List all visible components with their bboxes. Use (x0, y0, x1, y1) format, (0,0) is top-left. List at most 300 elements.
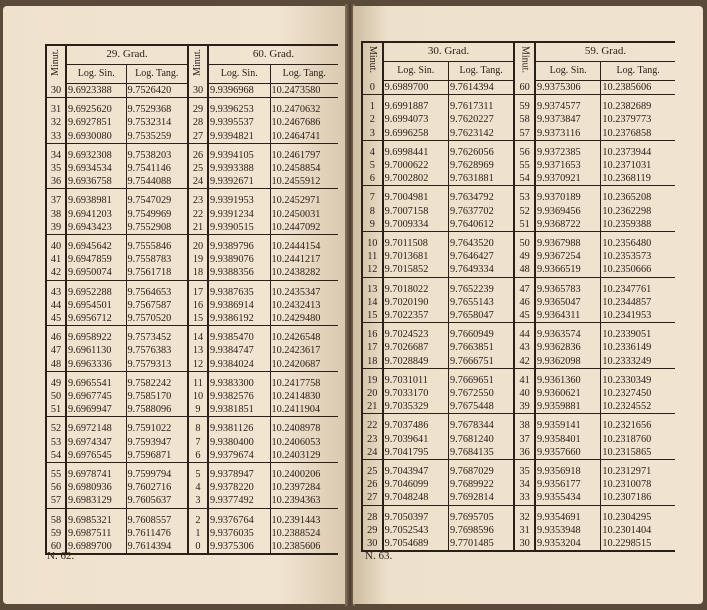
log-sin-cell: 9.6947859 (66, 253, 126, 266)
minute-cell: 21 (188, 221, 208, 235)
log-tang-cell: 9.7643520 (448, 237, 514, 250)
table-row (362, 491, 675, 505)
log-sin-cell: 9.6978741 (66, 468, 126, 481)
log-tang-cell: 10.2426548 (271, 332, 321, 344)
log-tang-cell: 9.7593947 (126, 436, 188, 449)
minute-cell: 12 (188, 358, 208, 372)
log-tang-cell: 10.2411904 (270, 403, 338, 417)
minute-cell: 27 (188, 130, 208, 144)
log-sin-cell: 9.6987511 (66, 527, 126, 540)
log-sin-cell: 9.9370921 (535, 172, 601, 186)
table-row (46, 403, 338, 417)
minute-cell: 22 (362, 419, 383, 432)
log-sin-cell: 9.9386914 (208, 299, 270, 312)
log-tang-cell: 9.7626056 (448, 146, 514, 159)
minute-cell: 8 (362, 205, 383, 218)
minute-cell: 50 (46, 390, 66, 403)
table-row (362, 387, 675, 400)
minute-cell: 28 (188, 116, 208, 129)
minute-cell: 47 (514, 283, 535, 296)
log-tang-cell: 9.7617311 (448, 100, 514, 113)
log-sin-cell: 9.9396253 (208, 103, 270, 116)
table-row (46, 468, 338, 481)
log-sin-cell: 9.9382576 (208, 390, 270, 403)
table-row (362, 511, 675, 524)
log-tang-cell: 10.2467686 (271, 117, 321, 129)
log-tang-cell: 10.2321656 (602, 420, 652, 432)
log-sin-cell: 9.7007158 (383, 205, 449, 218)
log-tang-cell: 9.7564653 (126, 286, 188, 299)
minute-cell: 41 (46, 253, 66, 266)
log-tang-cell: 10.2341953 (601, 309, 675, 323)
log-tang-cell: 9.7582242 (126, 377, 188, 390)
table-row (46, 194, 338, 207)
degree-heading: 30. Grad. (383, 42, 515, 62)
minute-cell: 14 (188, 331, 208, 344)
log-tang-cell: 10.2400206 (271, 469, 321, 481)
log-tang-cell: 10.2394363 (270, 494, 338, 508)
minute-cell: 18 (188, 266, 208, 280)
log-sin-cell: 9.9390515 (208, 221, 270, 235)
minute-cell: 39 (514, 400, 535, 414)
minute-cell: 19 (362, 374, 383, 387)
log-tang-header: Log. Tang. (448, 62, 514, 81)
minute-cell: 53 (514, 191, 535, 204)
table-row (362, 113, 675, 126)
log-tang-cell: 10.2382689 (602, 101, 652, 113)
minute-cell: 44 (46, 299, 66, 312)
table-row (46, 436, 338, 449)
table-header-row (362, 42, 675, 62)
minute-cell: 9 (188, 403, 208, 417)
log-tang-cell: 9.7684135 (448, 446, 514, 460)
minute-column-header: Minut. (46, 45, 66, 84)
minute-cell: 16 (188, 299, 208, 312)
minute-cell: 4 (188, 481, 208, 494)
minute-cell: 23 (362, 433, 383, 446)
log-sin-cell: 9.7037486 (383, 419, 449, 432)
minute-cell: 52 (514, 205, 535, 218)
log-tang-cell: 9.7614394 (448, 81, 514, 95)
degree-heading: 29. Grad. (66, 45, 188, 65)
table-row (46, 331, 338, 344)
log-sin-cell: 9.7028849 (383, 355, 449, 369)
minute-cell: 27 (362, 491, 383, 505)
log-sin-cell: 9.6974347 (66, 436, 126, 449)
log-tang-cell: 10.2376858 (601, 127, 675, 141)
minute-cell: 59 (514, 100, 535, 113)
log-tang-cell: 9.7660949 (448, 328, 514, 341)
log-sin-cell: 9.6972148 (66, 422, 126, 435)
log-sin-cell: 9.9353204 (535, 537, 601, 551)
log-sin-header: Log. Sin. (383, 62, 449, 81)
log-sin-cell: 9.6980936 (66, 481, 126, 494)
log-sin-cell: 9.6976545 (66, 449, 126, 463)
minute-cell: 24 (188, 175, 208, 189)
log-tang-cell: 10.2307186 (601, 491, 675, 505)
log-sin-cell: 9.9362836 (535, 341, 601, 354)
minute-cell: 39 (46, 221, 66, 235)
log-sin-cell: 9.9393388 (208, 162, 270, 175)
log-sin-cell: 9.6989700 (383, 81, 449, 95)
minute-cell: 13 (188, 344, 208, 357)
log-sin-cell: 9.9363574 (535, 328, 601, 341)
table-row (362, 433, 675, 446)
table-row (46, 103, 338, 116)
minute-cell: 20 (188, 240, 208, 253)
minute-cell: 13 (362, 283, 383, 296)
minute-cell: 22 (188, 208, 208, 221)
log-sin-cell: 9.9361360 (535, 374, 601, 387)
table-row (362, 446, 675, 460)
log-sin-cell: 9.9362098 (535, 355, 601, 369)
log-tang-cell: 10.2420687 (270, 358, 338, 372)
log-sin-cell: 9.6961130 (66, 344, 126, 357)
log-sin-cell: 9.9391953 (208, 194, 270, 207)
table-row (362, 296, 675, 309)
log-sin-cell: 9.6934534 (66, 162, 126, 175)
log-tang-cell: 10.2350666 (601, 263, 675, 277)
log-sin-cell: 9.9394105 (208, 149, 270, 162)
table-row (362, 524, 675, 537)
log-sin-cell: 9.9377492 (208, 494, 270, 508)
table-row (46, 149, 338, 162)
log-tang-cell: 9.7646427 (448, 250, 514, 263)
log-sin-cell: 9.7000622 (383, 159, 449, 172)
minute-column-header: Minut. (362, 42, 383, 81)
minute-cell: 12 (362, 263, 383, 277)
log-tang-cell: 10.2432413 (271, 299, 321, 311)
degree-heading: 60. Grad. (208, 45, 338, 65)
log-tang-cell: 10.2423617 (271, 345, 321, 357)
log-sin-cell: 9.9375306 (535, 81, 601, 95)
minute-cell: 46 (514, 296, 535, 309)
minute-cell: 1 (362, 100, 383, 113)
log-sin-cell: 9.9381851 (208, 403, 270, 417)
minute-cell: 56 (514, 146, 535, 159)
minute-cell: 28 (362, 511, 383, 524)
log-tang-cell: 10.2438282 (270, 266, 338, 280)
log-sin-cell: 9.9387635 (208, 286, 270, 299)
minute-cell: 6 (188, 449, 208, 463)
log-sin-cell: 9.9365047 (535, 296, 601, 309)
log-tang-cell: 9.7547029 (126, 194, 188, 207)
log-sin-cell: 9.9389076 (208, 253, 270, 266)
table-row (362, 400, 675, 414)
log-sin-header: Log. Sin. (535, 62, 601, 81)
log-sin-cell: 9.6958922 (66, 331, 126, 344)
log-tang-cell: 9.7526420 (126, 84, 188, 98)
log-sin-cell: 9.7018022 (383, 283, 449, 296)
log-sin-cell: 9.7035329 (383, 400, 449, 414)
log-table-left (45, 44, 338, 555)
log-sin-cell: 9.7009334 (383, 218, 449, 232)
log-sin-cell: 9.9369456 (535, 205, 601, 218)
log-tang-cell: 10.2327450 (602, 388, 652, 400)
table-row (362, 374, 675, 387)
log-tang-cell: 10.2406053 (271, 436, 321, 448)
log-sin-cell: 9.9386192 (208, 312, 270, 326)
log-tang-cell: 9.7637702 (448, 205, 514, 218)
minute-cell: 33 (46, 130, 66, 144)
log-sin-cell: 9.6963336 (66, 358, 126, 372)
log-sin-cell: 9.9372385 (535, 146, 601, 159)
minute-cell: 43 (514, 341, 535, 354)
table-row (362, 328, 675, 341)
log-sin-cell: 9.9385470 (208, 331, 270, 344)
minute-cell: 45 (46, 312, 66, 326)
log-sin-cell: 9.9356918 (535, 465, 601, 478)
log-tang-cell: 10.2385606 (601, 81, 675, 95)
table-row (46, 312, 338, 326)
minute-cell: 53 (46, 436, 66, 449)
log-sin-cell: 9.7011508 (383, 237, 449, 250)
log-sin-cell: 9.6996258 (383, 127, 449, 141)
minute-cell: 30 (514, 537, 535, 551)
log-tang-cell: 10.2365208 (602, 192, 652, 204)
minute-cell: 43 (46, 286, 66, 299)
log-sin-cell: 9.9373116 (535, 127, 601, 141)
log-tang-cell: 10.2464741 (270, 130, 338, 144)
log-sin-cell: 9.6936758 (66, 175, 126, 189)
log-tang-cell: 10.2461797 (271, 149, 321, 161)
log-tang-cell: 9.7666751 (448, 355, 514, 369)
minute-cell: 0 (188, 540, 208, 554)
log-sin-cell: 9.9358401 (535, 433, 601, 446)
table-row (46, 449, 338, 463)
minute-cell: 5 (188, 468, 208, 481)
log-tang-cell: 9.7576383 (126, 344, 188, 357)
table-row (46, 84, 338, 98)
table-row (46, 299, 338, 312)
log-sin-cell: 9.9394821 (208, 130, 270, 144)
log-tang-cell: 9.7695705 (448, 511, 514, 524)
log-sin-cell: 9.9367988 (535, 237, 601, 250)
log-sin-cell: 9.7050397 (383, 511, 449, 524)
table-row (362, 159, 675, 172)
log-sin-cell: 9.7026687 (383, 341, 449, 354)
log-tang-cell: 9.7620227 (448, 113, 514, 126)
log-sin-cell: 9.7020190 (383, 296, 449, 309)
minute-cell: 51 (514, 218, 535, 232)
log-sin-cell: 9.9383300 (208, 377, 270, 390)
log-sin-cell: 9.9379674 (208, 449, 270, 463)
log-sin-cell: 9.6954501 (66, 299, 126, 312)
table-row (46, 514, 338, 527)
table-row (362, 237, 675, 250)
log-tang-cell: 10.2429480 (270, 312, 338, 326)
log-tang-cell: 10.2356480 (602, 238, 652, 250)
log-sin-cell: 9.6932308 (66, 149, 126, 162)
minute-cell: 26 (362, 478, 383, 491)
log-tang-cell: 9.7588096 (126, 403, 188, 417)
minute-cell: 23 (188, 194, 208, 207)
left-page (3, 6, 347, 604)
log-sin-cell: 9.9355434 (535, 491, 601, 505)
minute-cell: 3 (362, 127, 383, 141)
minute-cell: 42 (514, 355, 535, 369)
log-tang-cell: 9.7599794 (126, 468, 188, 481)
log-sin-cell: 9.6969947 (66, 403, 126, 417)
log-sin-cell: 9.6985321 (66, 514, 126, 527)
log-sin-cell: 9.9392671 (208, 175, 270, 189)
minute-cell: 56 (46, 481, 66, 494)
table-row (362, 537, 675, 551)
minute-cell: 3 (188, 494, 208, 508)
table-row (46, 208, 338, 221)
minute-cell: 29 (362, 524, 383, 537)
log-sin-cell: 9.9364311 (535, 309, 601, 323)
table-row (46, 344, 338, 357)
log-tang-cell: 9.7634792 (448, 191, 514, 204)
log-tang-cell: 9.7669651 (448, 374, 514, 387)
minute-cell: 25 (362, 465, 383, 478)
table-header-row (46, 45, 338, 65)
log-tang-cell: 9.7561718 (126, 266, 188, 280)
log-tang-cell: 9.7698596 (448, 524, 514, 537)
log-sin-cell: 9.6998441 (383, 146, 449, 159)
log-tang-cell: 9.7555846 (126, 240, 188, 253)
log-tang-cell: 10.2473580 (270, 84, 338, 98)
log-sin-cell: 9.6930080 (66, 130, 126, 144)
minute-cell: 58 (46, 514, 66, 527)
minute-cell: 40 (46, 240, 66, 253)
table-row (362, 250, 675, 263)
minute-cell: 40 (514, 387, 535, 400)
log-sin-cell: 9.9396968 (208, 84, 270, 98)
minute-column-header: Minut. (514, 42, 535, 81)
log-tang-cell: 9.7570520 (126, 312, 188, 326)
log-sin-cell: 9.9384024 (208, 358, 270, 372)
log-sin-cell: 9.9353948 (535, 524, 601, 537)
log-sin-cell: 9.9357660 (535, 446, 601, 460)
table-row (46, 221, 338, 235)
log-sin-cell: 9.9370189 (535, 191, 601, 204)
minute-cell: 52 (46, 422, 66, 435)
table-row (362, 465, 675, 478)
log-sin-cell: 9.9367254 (535, 250, 601, 263)
log-tang-cell: 10.2315865 (601, 446, 675, 460)
log-sin-cell: 9.6923388 (66, 84, 126, 98)
minute-cell: 18 (362, 355, 383, 369)
minute-cell: 34 (46, 149, 66, 162)
log-tang-cell: 9.7658047 (448, 309, 514, 323)
log-sin-cell: 9.9354691 (535, 511, 601, 524)
log-tang-cell: 10.2368119 (601, 172, 675, 186)
log-tang-header: Log. Tang. (601, 62, 675, 81)
minute-cell: 30 (362, 537, 383, 551)
table-row (362, 100, 675, 113)
log-sin-cell: 9.7022357 (383, 309, 449, 323)
minute-cell: 36 (514, 446, 535, 460)
table-row (362, 419, 675, 432)
minute-cell: 2 (362, 113, 383, 126)
log-sin-cell: 9.9389796 (208, 240, 270, 253)
minute-cell: 10 (188, 390, 208, 403)
minute-cell: 35 (46, 162, 66, 175)
log-tang-cell: 10.2397284 (271, 482, 321, 494)
log-sin-cell: 9.6941203 (66, 208, 126, 221)
log-tang-cell: 10.2362298 (602, 205, 652, 217)
table-row (46, 540, 338, 554)
log-sin-cell: 9.6967745 (66, 390, 126, 403)
minute-cell: 34 (514, 478, 535, 491)
log-tang-cell: 9.7579313 (126, 358, 188, 372)
log-sin-cell: 9.6938981 (66, 194, 126, 207)
log-sin-cell: 9.7039641 (383, 433, 449, 446)
log-tang-cell: 10.2414830 (271, 391, 321, 403)
log-tang-cell: 9.7649334 (448, 263, 514, 277)
right-page (353, 6, 703, 604)
log-tang-cell: 9.7585170 (126, 390, 188, 403)
log-tang-cell: 10.2417758 (271, 377, 321, 389)
log-sin-cell: 9.7043947 (383, 465, 449, 478)
log-tang-cell: 9.7532314 (126, 116, 188, 129)
table-row (46, 240, 338, 253)
log-sin-cell: 9.9391234 (208, 208, 270, 221)
minute-cell: 30 (46, 84, 66, 98)
log-tang-cell: 10.2391443 (271, 514, 321, 526)
table-row (362, 283, 675, 296)
minute-cell: 54 (514, 172, 535, 186)
log-sin-cell: 9.9356177 (535, 478, 601, 491)
log-tang-cell: 9.7558783 (126, 253, 188, 266)
minute-cell: 25 (188, 162, 208, 175)
log-tang-cell: 10.2455912 (270, 175, 338, 189)
minute-cell: 9 (362, 218, 383, 232)
page-number: N. 63. (365, 550, 393, 562)
log-tang-cell: 10.2444154 (271, 241, 321, 253)
minute-cell: 47 (46, 344, 66, 357)
log-sin-header: Log. Sin. (208, 65, 270, 84)
minute-cell: 37 (46, 194, 66, 207)
table-body (46, 84, 338, 555)
log-sin-cell: 9.7013681 (383, 250, 449, 263)
log-sin-cell: 9.9371653 (535, 159, 601, 172)
log-tang-cell: 10.2450031 (271, 208, 321, 220)
log-sin-cell: 9.6989700 (66, 540, 126, 554)
minute-cell: 15 (188, 312, 208, 326)
log-tang-cell: 10.2458854 (271, 163, 321, 175)
minute-cell: 7 (188, 436, 208, 449)
log-tang-cell: 9.7628969 (448, 159, 514, 172)
log-tang-cell: 10.2304295 (602, 511, 652, 523)
log-sin-cell: 9.9376035 (208, 527, 270, 540)
log-sin-cell: 9.6956712 (66, 312, 126, 326)
minute-cell: 46 (46, 331, 66, 344)
log-tang-cell: 9.7538203 (126, 149, 188, 162)
minute-cell: 42 (46, 266, 66, 280)
log-tang-cell: 10.2371031 (602, 160, 652, 172)
log-sin-cell: 9.9365783 (535, 283, 601, 296)
table-row (46, 390, 338, 403)
log-tang-cell: 10.2298515 (601, 537, 675, 551)
table-row (362, 341, 675, 354)
log-tang-cell: 9.7631881 (448, 172, 514, 186)
log-sin-cell: 9.9366519 (535, 263, 601, 277)
log-tang-cell: 10.2435347 (271, 286, 321, 298)
log-tang-cell: 9.7567587 (126, 299, 188, 312)
minute-column-header: Minut. (188, 45, 208, 84)
log-tang-cell: 10.2403129 (270, 449, 338, 463)
log-tang-cell: 10.2385606 (270, 540, 338, 554)
log-tang-cell: 9.7535259 (126, 130, 188, 144)
log-sin-cell: 9.9368722 (535, 218, 601, 232)
minute-cell: 31 (46, 103, 66, 116)
minute-cell: 59 (46, 527, 66, 540)
log-sin-cell: 9.7004981 (383, 191, 449, 204)
minute-cell: 49 (46, 377, 66, 390)
